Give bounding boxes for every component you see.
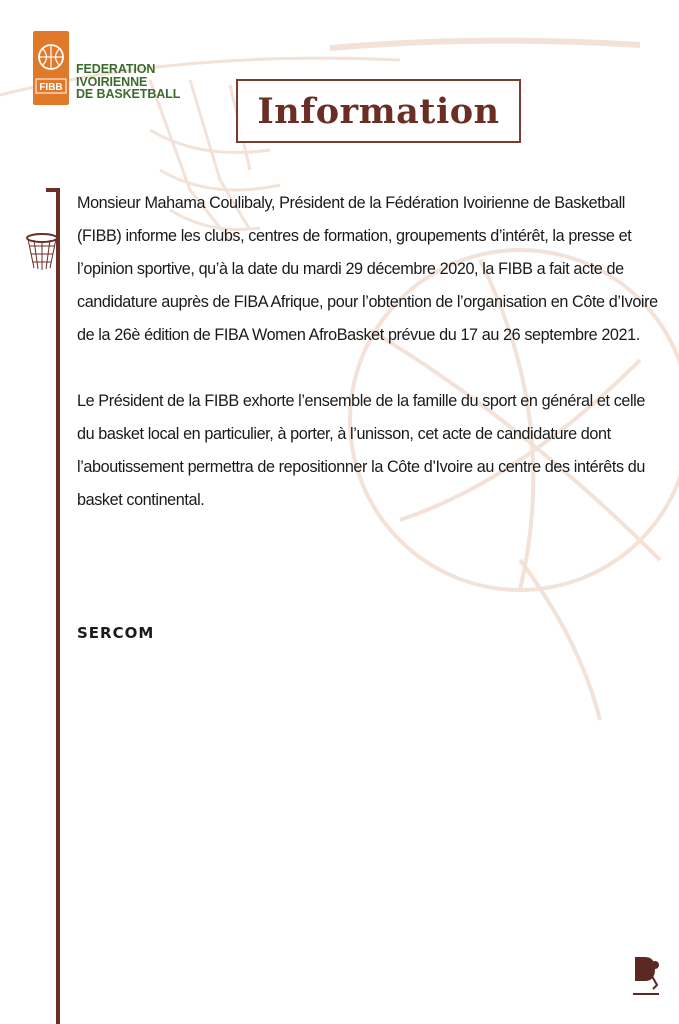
logo-federation-name [76, 63, 180, 101]
basketball-logo-icon [33, 31, 69, 105]
signature: SERCOM [77, 624, 155, 642]
hoop-pole [56, 188, 60, 1024]
paragraph-1: Monsieur Mahama Coulibaly, Président de la Fédération Ivoirienne de Basketball (FIBB) informe les clubs, centres de formation, groupements d’intérêt, la presse et l’opinion sportive, qu’à la date du mardi 29 décembre 2020, la FIBB a fait acte de candidature auprès de FIBA Afrique, pour l’obtention de l’organisation en Côte d’Ivoire de la 26è édition de FIBA Women AfroBasket prévue du 17 au 26 septembre 2021. [77, 194, 658, 344]
paragraph-2: Le Président de la FIBB exhorte l’ensemble de la famille du sport en général et celle du basket local en particulier, à porter, à l’unisson, cet acte de candidature dont l’aboutissement permettra de repositionner la Côte d’Ivoire au centre des intérêts du basket continental. [77, 392, 645, 509]
logo-badge-text: FIBB [39, 82, 63, 93]
basketball-hoop-icon [25, 232, 59, 272]
page-title: Information [257, 90, 500, 132]
fibb-logo [33, 31, 181, 107]
announcement-body [77, 187, 662, 517]
fibb-logo-badge [33, 31, 69, 105]
logo-line-2: IVOIRIENNE [76, 74, 148, 89]
title-box [236, 79, 521, 143]
logo-line-1: FEDERATION [76, 62, 156, 76]
corner-brand-icon [631, 955, 661, 1005]
logo-line-3: DE BASKETBALL [76, 87, 181, 101]
